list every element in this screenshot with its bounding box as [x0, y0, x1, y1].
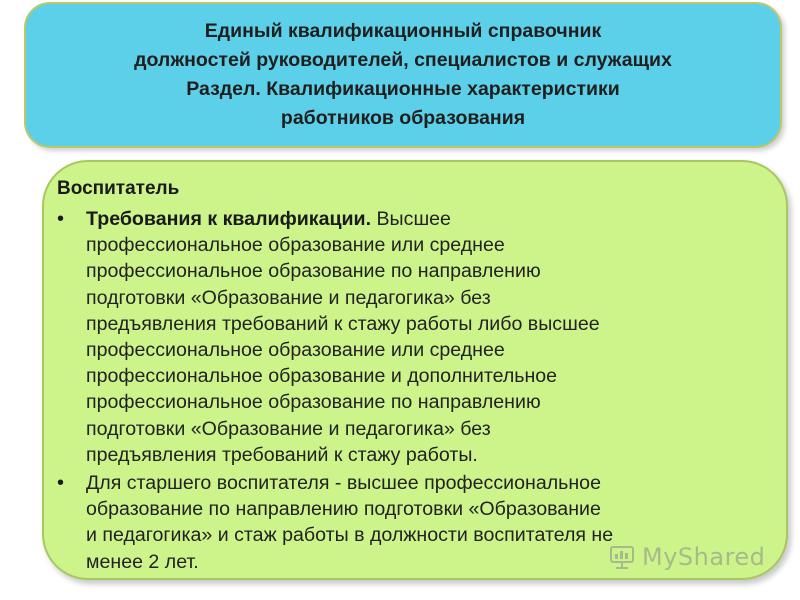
myshared-logo-icon [610, 544, 636, 570]
bullet1-line: профессиональное образование или среднее [86, 339, 505, 362]
bullet1-line: профессиональное образование и дополнительное [86, 365, 558, 388]
bullet2-line: Для старшего воспитателя - высшее профессиональное [86, 472, 601, 494]
bullet-text-qualification [86, 206, 786, 468]
bullet1-line: профессиональное образование по направлению [86, 391, 541, 414]
title-line-1: Единый квалификационный справочник [204, 20, 602, 42]
bullet2-line: и педагогика» и стаж работы в должности воспитателя не [86, 524, 614, 547]
bullet-icon: • [57, 472, 65, 494]
title-box [24, 2, 782, 148]
bullet-icon: • [57, 208, 65, 230]
bullet2-line: образование по направлению подготовки «Образование [86, 498, 601, 521]
bullet1-first-line-rest: Высшее [371, 208, 451, 230]
title-line-3: Раздел. Квалификационные характеристики [186, 78, 620, 100]
section-heading: Воспитатель [57, 178, 180, 199]
bullet1-line: предъявления требований к стажу работы. [86, 443, 478, 466]
watermark-text: MyShared [642, 543, 766, 571]
title-line-4: работников образования [280, 107, 526, 129]
bullet1-first-line [86, 206, 786, 232]
bullet1-line: предъявления требований к стажу работы либо высшее [86, 312, 600, 335]
bullet1-line: подготовки «Образование и педагогика» без [86, 417, 491, 440]
bullet1-line: подготовки «Образование и педагогика» без [86, 286, 491, 309]
bullet1-line: профессиональное образование по направлению [86, 260, 541, 283]
bullet2-line: менее 2 лет. [86, 550, 199, 573]
watermark [610, 540, 770, 574]
title-line-2: должностей руководителей, специалистов и служащих [134, 49, 672, 71]
bullet1-bold-label: Требования к квалификации. [86, 208, 372, 230]
bullet1-line: профессиональное образование или среднее [86, 234, 505, 257]
